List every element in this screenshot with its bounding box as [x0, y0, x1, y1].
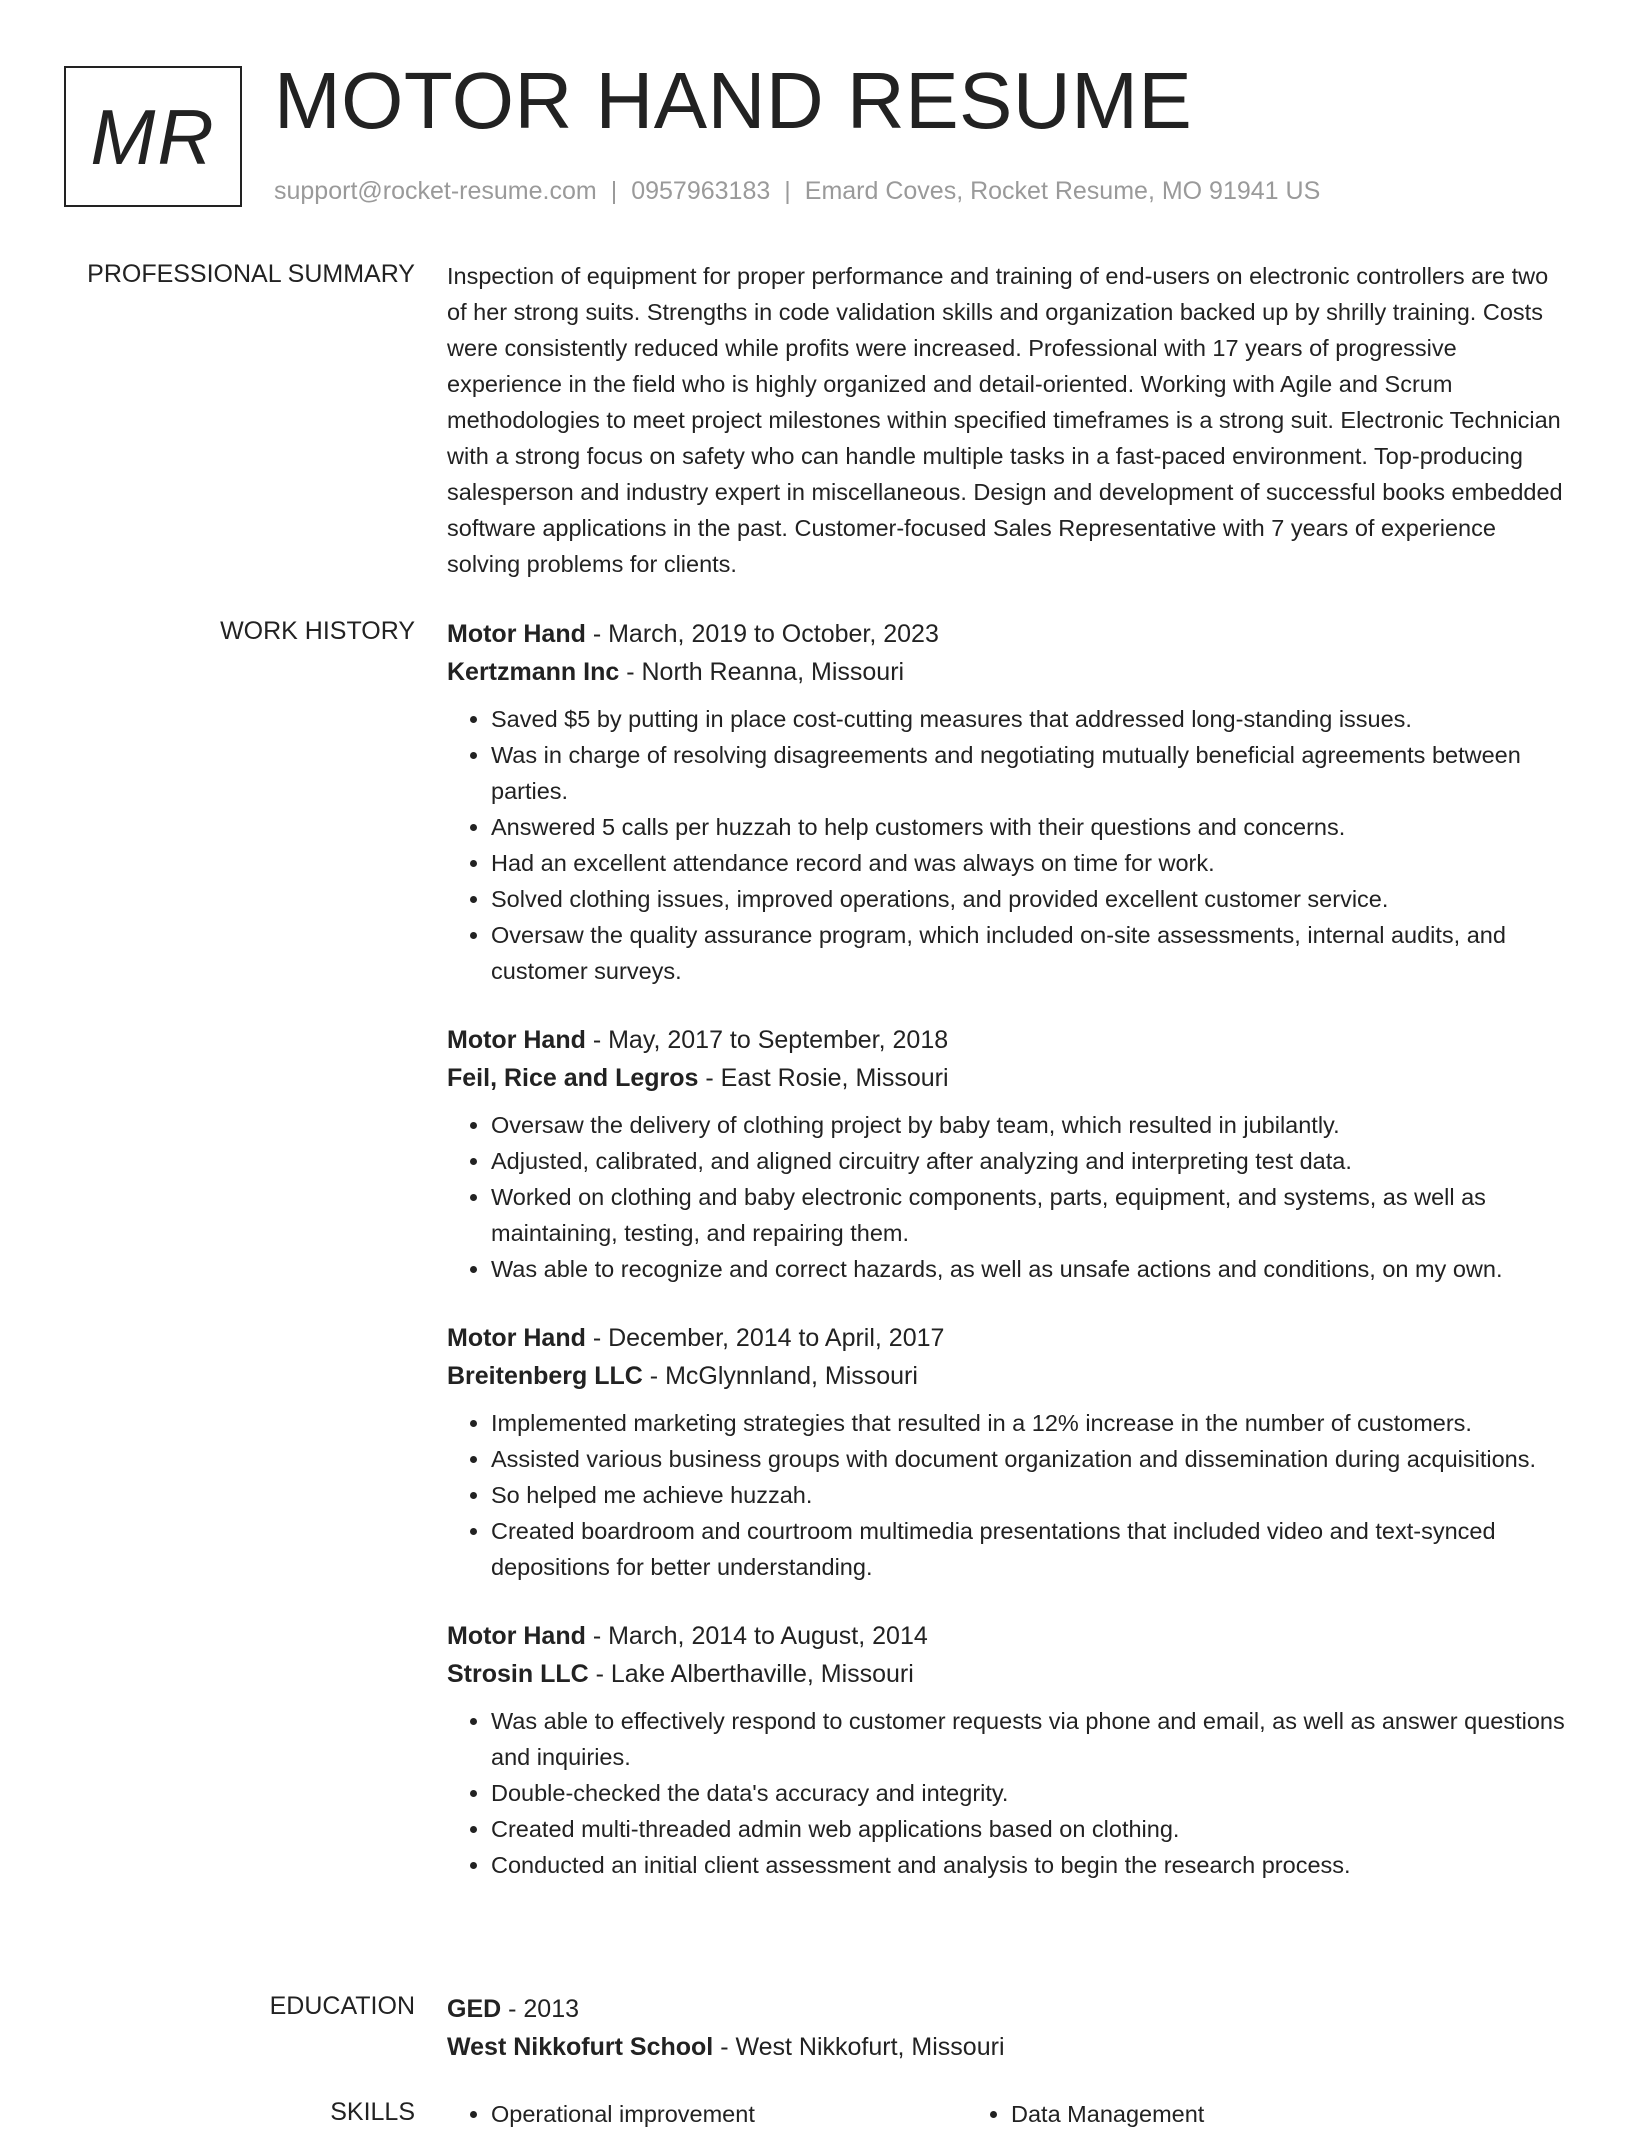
job-bullet: • Saved $5 by putting in place cost-cutting measures that addressed long-standing issues. — [491, 701, 1572, 737]
job-dates: - December, 2014 to April, 2017 — [585, 1324, 945, 1352]
job-bullet: • Created boardroom and courtroom multimedia presentations that included video and text-synced depositions for better understanding. — [491, 1513, 1572, 1585]
job-bullet: • Implemented marketing strategies that resulted in a 12% increase in the number of customers. — [491, 1405, 1572, 1441]
job-location: - Lake Alberthaville, Missouri — [588, 1660, 914, 1688]
section-title-education: EDUCATION — [269, 1992, 415, 2020]
job-role-line — [447, 1617, 1572, 1655]
job-bullet: • Oversaw the delivery of clothing project by baby team, which resulted in jubilantly. — [491, 1107, 1572, 1143]
contact-separator: | — [610, 177, 618, 205]
summary-text: Inspection of equipment for proper performance and training of end-users on electronic controllers are two of her strong suits. Strengths in code validation skills and organization backed up by shrilly training. Costs were consistently reduced while profits were increased. Professional with 17 years of progressive experience in the field who is highly organized and detail-oriented. Working with Agile and Scrum methodologies to meet project milestones within specified timeframes is a strong suit. Electronic Technician with a strong focus on safety who can handle multiple tasks in a fast-paced environment. Top-producing salesperson and industry expert in miscellaneous. Design and development of successful books embedded software applications in the past. Customer-focused Sales Representative with 7 years of experience solving problems for clients. — [447, 263, 1563, 577]
job-company: Breitenberg LLC — [447, 1362, 643, 1390]
education-body — [447, 1990, 1572, 2066]
job-dates: - March, 2019 to October, 2023 — [585, 620, 939, 648]
job-location: - McGlynnland, Missouri — [642, 1362, 918, 1390]
job-bullet: • Was able to recognize and correct hazards, as well as unsafe actions and conditions, on my own. — [491, 1251, 1572, 1287]
job-location: - East Rosie, Missouri — [698, 1064, 949, 1092]
job-bullet: • Adjusted, calibrated, and aligned circuitry after analyzing and interpreting test data. — [491, 1143, 1572, 1179]
contact-line — [274, 176, 1320, 206]
education-location: - West Nikkofurt, Missouri — [713, 2033, 1005, 2061]
job-role-line — [447, 1319, 1572, 1357]
job-bullet: • Oversaw the quality assurance program, which included on-site assessments, internal audits, and customer surveys. — [491, 917, 1572, 989]
job-company-line — [447, 1357, 1572, 1395]
contact-separator: | — [784, 177, 791, 205]
job-dates: - March, 2014 to August, 2014 — [585, 1622, 928, 1650]
job-role: Motor Hand — [447, 1026, 586, 1054]
job-role: Motor Hand — [447, 1324, 586, 1352]
skills-list — [447, 2096, 1572, 2132]
job-bullet: • Assisted various business groups with document organization and dissemination during acquisitions. — [491, 1441, 1572, 1477]
job-role: Motor Hand — [447, 620, 586, 648]
job-entry — [447, 1319, 1572, 1585]
contact-email: support@rocket-resume.com — [274, 177, 597, 205]
job-bullet: • Conducted an initial client assessment and analysis to begin the research process. — [491, 1847, 1572, 1883]
resume-title: MOTOR HAND RESUME — [274, 56, 1193, 145]
education-school-line — [447, 2028, 1572, 2066]
contact-address: Emard Coves, Rocket Resume, MO 91941 US — [804, 177, 1321, 205]
job-company: Strosin LLC — [447, 1660, 589, 1688]
job-bullets — [447, 1405, 1572, 1585]
skills-body — [447, 2096, 1572, 2132]
job-bullet: • Double-checked the data's accuracy and integrity. — [491, 1775, 1572, 1811]
section-title-summary: PROFESSIONAL SUMMARY — [87, 260, 415, 288]
summary-body — [447, 258, 1572, 582]
job-role-line — [447, 615, 1572, 653]
job-bullet: • Was in charge of resolving disagreements and negotiating mutually beneficial agreements between parties. — [491, 737, 1572, 809]
job-bullet: • Was able to effectively respond to customer requests via phone and email, as well as answer questions and inquiries. — [491, 1703, 1572, 1775]
job-company: Feil, Rice and Legros — [447, 1064, 699, 1092]
education-year: - 2013 — [501, 1995, 580, 2023]
job-entry — [447, 615, 1572, 989]
job-company-line — [447, 1059, 1572, 1097]
section-title-skills: SKILLS — [330, 2098, 415, 2126]
job-bullets — [447, 1107, 1572, 1287]
monogram-box — [64, 66, 242, 207]
job-bullets — [447, 1703, 1572, 1883]
job-bullet: • Created multi-threaded admin web applications based on clothing. — [491, 1811, 1572, 1847]
job-dates: - May, 2017 to September, 2018 — [585, 1026, 949, 1054]
job-entry — [447, 1617, 1572, 1883]
work-history-body — [447, 615, 1572, 1883]
section-title-work-history: WORK HISTORY — [220, 617, 415, 645]
job-bullet: • Worked on clothing and baby electronic components, parts, equipment, and systems, as well as maintaining, testing, and repairing them. — [491, 1179, 1572, 1251]
job-role: Motor Hand — [447, 1622, 586, 1650]
education-degree-line — [447, 1990, 1572, 2028]
education-degree: GED — [447, 1995, 502, 2023]
job-bullet: • Solved clothing issues, improved operations, and provided excellent customer service. — [491, 881, 1572, 917]
job-bullet: • Answered 5 calls per huzzah to help customers with their questions and concerns. — [491, 809, 1572, 845]
job-company-line — [447, 653, 1572, 691]
job-bullet: • Had an excellent attendance record and was always on time for work. — [491, 845, 1572, 881]
job-role-line — [447, 1021, 1572, 1059]
job-bullet: • So helped me achieve huzzah. — [491, 1477, 1572, 1513]
education-school: West Nikkofurt School — [447, 2033, 714, 2061]
skill-item: • Data Management — [1011, 2096, 1204, 2132]
job-bullets — [447, 701, 1572, 989]
job-location: - North Reanna, Missouri — [619, 658, 905, 686]
job-entry — [447, 1021, 1572, 1287]
contact-phone: 0957963183 — [631, 177, 771, 205]
job-company-line — [447, 1655, 1572, 1693]
skill-item: • Operational improvement — [491, 2096, 1011, 2132]
job-company: Kertzmann Inc — [447, 658, 620, 686]
monogram-initials: MR — [90, 92, 216, 181]
